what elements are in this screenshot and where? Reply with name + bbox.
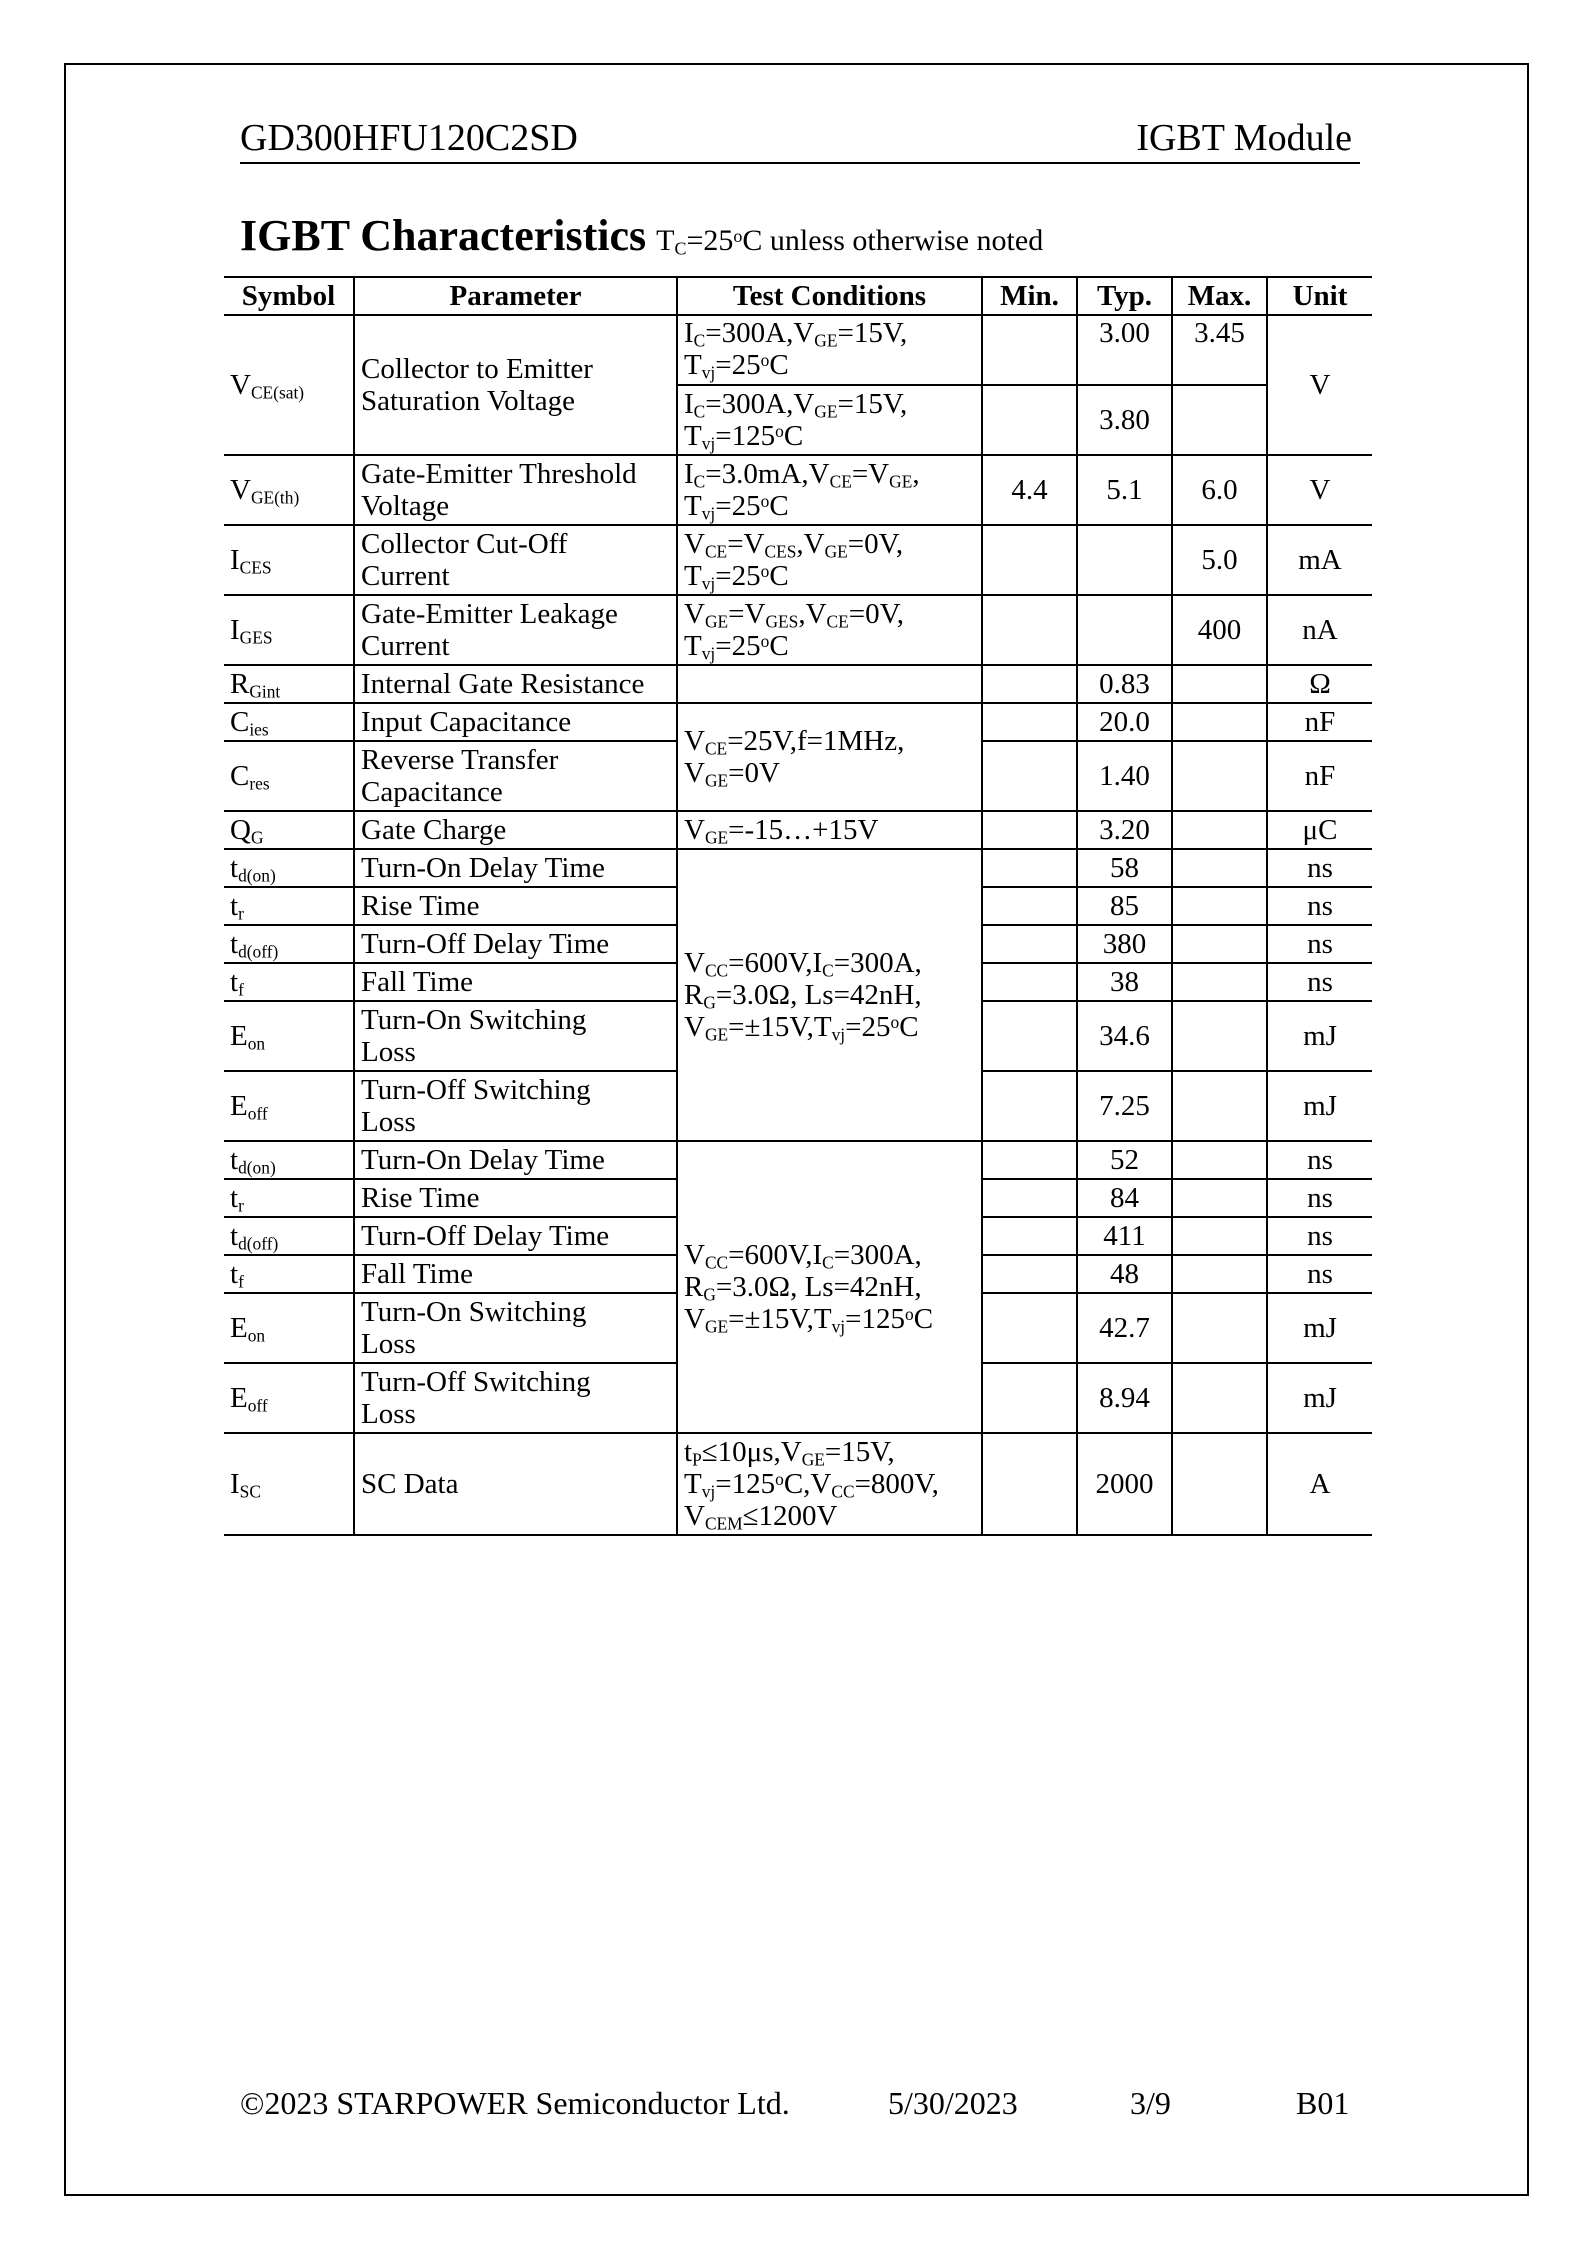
table-row xyxy=(224,665,1372,703)
footer-copyright: ©2023 STARPOWER Semiconductor Ltd. xyxy=(240,2085,790,2121)
symbol-cell: $V_{CE(sat)}$ xyxy=(224,315,354,455)
test-conditions-cell: $I_C=300A,V_{GE}=15V$, $T_{vj}=25^oC$ xyxy=(677,315,982,385)
symbol-cell: $E_{on}$ xyxy=(224,1293,354,1363)
parameter-cell: Gate-Emitter Leakage Current xyxy=(354,595,677,665)
max-value-cell xyxy=(1172,1363,1267,1433)
min-value-cell xyxy=(982,1001,1077,1071)
min-value-cell xyxy=(982,525,1077,595)
parameter-cell: Turn-On Switching Loss xyxy=(354,1001,677,1071)
table-row xyxy=(224,703,1372,741)
parameter-cell: Rise Time xyxy=(354,1179,677,1217)
max-value-cell: 5.0 xyxy=(1172,525,1267,595)
parameter-cell: Reverse Transfer Capacitance xyxy=(354,741,677,811)
typ-value-cell: 1.40 xyxy=(1077,741,1172,811)
unit-cell: ns xyxy=(1267,887,1372,925)
page-header xyxy=(240,112,1360,164)
symbol-cell: $t_r$ xyxy=(224,887,354,925)
max-value-cell: 6.0 xyxy=(1172,455,1267,525)
column-header-symbol: Symbol xyxy=(224,277,354,315)
unit-cell: nA xyxy=(1267,595,1372,665)
symbol-cell: $E_{off}$ xyxy=(224,1071,354,1141)
typ-value-cell xyxy=(1077,525,1172,595)
unit-cell: nF xyxy=(1267,741,1372,811)
section-title-main: IGBT Characteristics xyxy=(240,211,647,260)
unit-cell: mJ xyxy=(1267,1293,1372,1363)
typ-value-cell: 85 xyxy=(1077,887,1172,925)
column-header-typ: Typ. xyxy=(1077,277,1172,315)
parameter-cell: Turn-Off Delay Time xyxy=(354,925,677,963)
unit-cell: mJ xyxy=(1267,1363,1372,1433)
symbol-cell: $Q_G$ xyxy=(224,811,354,849)
min-value-cell xyxy=(982,703,1077,741)
unit-cell: ns xyxy=(1267,1255,1372,1293)
parameter-cell: Turn-Off Switching Loss xyxy=(354,1071,677,1141)
min-value-cell xyxy=(982,1293,1077,1363)
symbol-cell: $t_{d(off)}$ xyxy=(224,925,354,963)
typ-value-cell: 84 xyxy=(1077,1179,1172,1217)
parameter-cell: Input Capacitance xyxy=(354,703,677,741)
typ-value-cell: 7.25 xyxy=(1077,1071,1172,1141)
section-title xyxy=(240,210,1043,261)
unit-cell: ns xyxy=(1267,963,1372,1001)
max-value-cell xyxy=(1172,849,1267,887)
min-value-cell xyxy=(982,887,1077,925)
table-row xyxy=(224,525,1372,595)
symbol-cell: $t_{d(off)}$ xyxy=(224,1217,354,1255)
parameter-cell: SC Data xyxy=(354,1433,677,1535)
igbt-characteristics-table xyxy=(224,276,1372,1536)
typ-value-cell: 58 xyxy=(1077,849,1172,887)
test-conditions-cell: $t_P\le 10\mu s,V_{GE}=15V$, $T_{vj}=125^oC,V_{CC}=800V$, $V_{CEM}\le 1200V$ xyxy=(677,1433,982,1535)
max-value-cell xyxy=(1172,1071,1267,1141)
typ-value-cell xyxy=(1077,595,1172,665)
unit-cell: ns xyxy=(1267,925,1372,963)
symbol-cell: $t_{d(on)}$ xyxy=(224,849,354,887)
column-header-test-conditions: Test Conditions xyxy=(677,277,982,315)
max-value-cell xyxy=(1172,741,1267,811)
column-header-max: Max. xyxy=(1172,277,1267,315)
max-value-cell xyxy=(1172,963,1267,1001)
symbol-cell: $E_{on}$ xyxy=(224,1001,354,1071)
min-value-cell xyxy=(982,963,1077,1001)
table-row xyxy=(224,455,1372,525)
typ-value-cell: 52 xyxy=(1077,1141,1172,1179)
parameter-cell: Fall Time xyxy=(354,963,677,1001)
typ-value-cell: 38 xyxy=(1077,963,1172,1001)
column-header-min: Min. xyxy=(982,277,1077,315)
min-value-cell xyxy=(982,1141,1077,1179)
min-value-cell xyxy=(982,849,1077,887)
footer-page-number: 3/9 xyxy=(1130,2085,1171,2121)
unit-cell: ns xyxy=(1267,1141,1372,1179)
footer-revision: B01 xyxy=(1296,2085,1350,2121)
symbol-cell: $I_{GES}$ xyxy=(224,595,354,665)
max-value-cell: 3.45 xyxy=(1172,315,1267,385)
min-value-cell xyxy=(982,1363,1077,1433)
max-value-cell xyxy=(1172,1293,1267,1363)
min-value-cell xyxy=(982,595,1077,665)
typ-value-cell: 8.94 xyxy=(1077,1363,1172,1433)
section-title-condition: $T_C=25^oC$ unless otherwise noted xyxy=(656,224,1044,259)
typ-value-cell: 5.1 xyxy=(1077,455,1172,525)
table-row xyxy=(224,849,1372,887)
typ-value-cell: 380 xyxy=(1077,925,1172,963)
max-value-cell xyxy=(1172,1217,1267,1255)
parameter-cell: Rise Time xyxy=(354,887,677,925)
min-value-cell xyxy=(982,1255,1077,1293)
typ-value-cell: 3.00 xyxy=(1077,315,1172,385)
typ-value-cell: 2000 xyxy=(1077,1433,1172,1535)
typ-value-cell: 411 xyxy=(1077,1217,1172,1255)
unit-cell: mA xyxy=(1267,525,1372,595)
table-header-row xyxy=(224,277,1372,315)
column-header-parameter: Parameter xyxy=(354,277,677,315)
max-value-cell xyxy=(1172,665,1267,703)
typ-value-cell: 3.80 xyxy=(1077,385,1172,455)
column-header-unit: Unit xyxy=(1267,277,1372,315)
document-type: IGBT Module xyxy=(1136,117,1352,159)
min-value-cell xyxy=(982,1433,1077,1535)
typ-value-cell: 0.83 xyxy=(1077,665,1172,703)
max-value-cell xyxy=(1172,925,1267,963)
min-value-cell xyxy=(982,741,1077,811)
min-value-cell: 4.4 xyxy=(982,455,1077,525)
max-value-cell xyxy=(1172,811,1267,849)
min-value-cell xyxy=(982,385,1077,455)
min-value-cell xyxy=(982,811,1077,849)
symbol-cell: $t_r$ xyxy=(224,1179,354,1217)
test-conditions-cell: $V_{CC}=600V,I_C=300A$, $R_G=3.0\Omega$, Ls=42nH, $V_{GE}=\pm 15V,T_{vj}=25^oC$ xyxy=(677,849,982,1141)
parameter-cell: Fall Time xyxy=(354,1255,677,1293)
max-value-cell xyxy=(1172,1255,1267,1293)
parameter-cell: Turn-Off Delay Time xyxy=(354,1217,677,1255)
unit-cell: mJ xyxy=(1267,1071,1372,1141)
typ-value-cell: 48 xyxy=(1077,1255,1172,1293)
parameter-cell: Turn-Off Switching Loss xyxy=(354,1363,677,1433)
footer-date: 5/30/2023 xyxy=(888,2085,1018,2121)
table-row xyxy=(224,595,1372,665)
min-value-cell xyxy=(982,665,1077,703)
test-conditions-cell: $V_{CC}=600V,I_C=300A$, $R_G=3.0\Omega$, Ls=42nH, $V_{GE}=\pm 15V,T_{vj}=125^oC$ xyxy=(677,1141,982,1433)
test-conditions-cell: $V_{CE}=V_{CES},V_{GE}=0V$, $T_{vj}=25^oC$ xyxy=(677,525,982,595)
typ-value-cell: 20.0 xyxy=(1077,703,1172,741)
max-value-cell xyxy=(1172,703,1267,741)
unit-cell: mJ xyxy=(1267,1001,1372,1071)
symbol-cell: $C_{ies}$ xyxy=(224,703,354,741)
min-value-cell xyxy=(982,1179,1077,1217)
min-value-cell xyxy=(982,1071,1077,1141)
symbol-cell: $t_f$ xyxy=(224,1255,354,1293)
test-conditions-cell xyxy=(677,665,982,703)
symbol-cell: $C_{res}$ xyxy=(224,741,354,811)
max-value-cell xyxy=(1172,1141,1267,1179)
test-conditions-cell: $I_C=300A,V_{GE}=15V$, $T_{vj}=125^oC$ xyxy=(677,385,982,455)
max-value-cell xyxy=(1172,1001,1267,1071)
part-number: GD300HFU120C2SD xyxy=(240,117,578,159)
symbol-cell: $E_{off}$ xyxy=(224,1363,354,1433)
test-conditions-cell: $V_{GE}=V_{GES},V_{CE}=0V$, $T_{vj}=25^oC$ xyxy=(677,595,982,665)
unit-cell: nF xyxy=(1267,703,1372,741)
max-value-cell xyxy=(1172,385,1267,455)
parameter-cell: Collector to Emitter Saturation Voltage xyxy=(354,315,677,455)
unit-cell: V xyxy=(1267,455,1372,525)
max-value-cell: 400 xyxy=(1172,595,1267,665)
test-conditions-cell: $V_{GE}=-15\dots+15V$ xyxy=(677,811,982,849)
unit-cell: Ω xyxy=(1267,665,1372,703)
unit-cell: ns xyxy=(1267,1217,1372,1255)
parameter-cell: Turn-On Delay Time xyxy=(354,1141,677,1179)
min-value-cell xyxy=(982,1217,1077,1255)
symbol-cell: $I_{CES}$ xyxy=(224,525,354,595)
table-row xyxy=(224,315,1372,385)
table-row xyxy=(224,1433,1372,1535)
unit-cell: μC xyxy=(1267,811,1372,849)
parameter-cell: Turn-On Delay Time xyxy=(354,849,677,887)
symbol-cell: $I_{SC}$ xyxy=(224,1433,354,1535)
max-value-cell xyxy=(1172,887,1267,925)
unit-cell: A xyxy=(1267,1433,1372,1535)
min-value-cell xyxy=(982,925,1077,963)
table-row xyxy=(224,1141,1372,1179)
symbol-cell: $R_{Gint}$ xyxy=(224,665,354,703)
typ-value-cell: 34.6 xyxy=(1077,1001,1172,1071)
unit-cell: V xyxy=(1267,315,1372,455)
min-value-cell xyxy=(982,315,1077,385)
typ-value-cell: 3.20 xyxy=(1077,811,1172,849)
parameter-cell: Turn-On Switching Loss xyxy=(354,1293,677,1363)
symbol-cell: $t_{d(on)}$ xyxy=(224,1141,354,1179)
parameter-cell: Internal Gate Resistance xyxy=(354,665,677,703)
max-value-cell xyxy=(1172,1433,1267,1535)
parameter-cell: Collector Cut-Off Current xyxy=(354,525,677,595)
test-conditions-cell: $I_C=3.0mA,V_{CE}=V_{GE}$, $T_{vj}=25^oC$ xyxy=(677,455,982,525)
typ-value-cell: 42.7 xyxy=(1077,1293,1172,1363)
max-value-cell xyxy=(1172,1179,1267,1217)
symbol-cell: $t_f$ xyxy=(224,963,354,1001)
table-row xyxy=(224,811,1372,849)
parameter-cell: Gate Charge xyxy=(354,811,677,849)
test-conditions-cell: $V_{CE}=25V,f=1MHz$, $V_{GE}=0V$ xyxy=(677,703,982,811)
unit-cell: ns xyxy=(1267,1179,1372,1217)
symbol-cell: $V_{GE(th)}$ xyxy=(224,455,354,525)
parameter-cell: Gate-Emitter Threshold Voltage xyxy=(354,455,677,525)
unit-cell: ns xyxy=(1267,849,1372,887)
